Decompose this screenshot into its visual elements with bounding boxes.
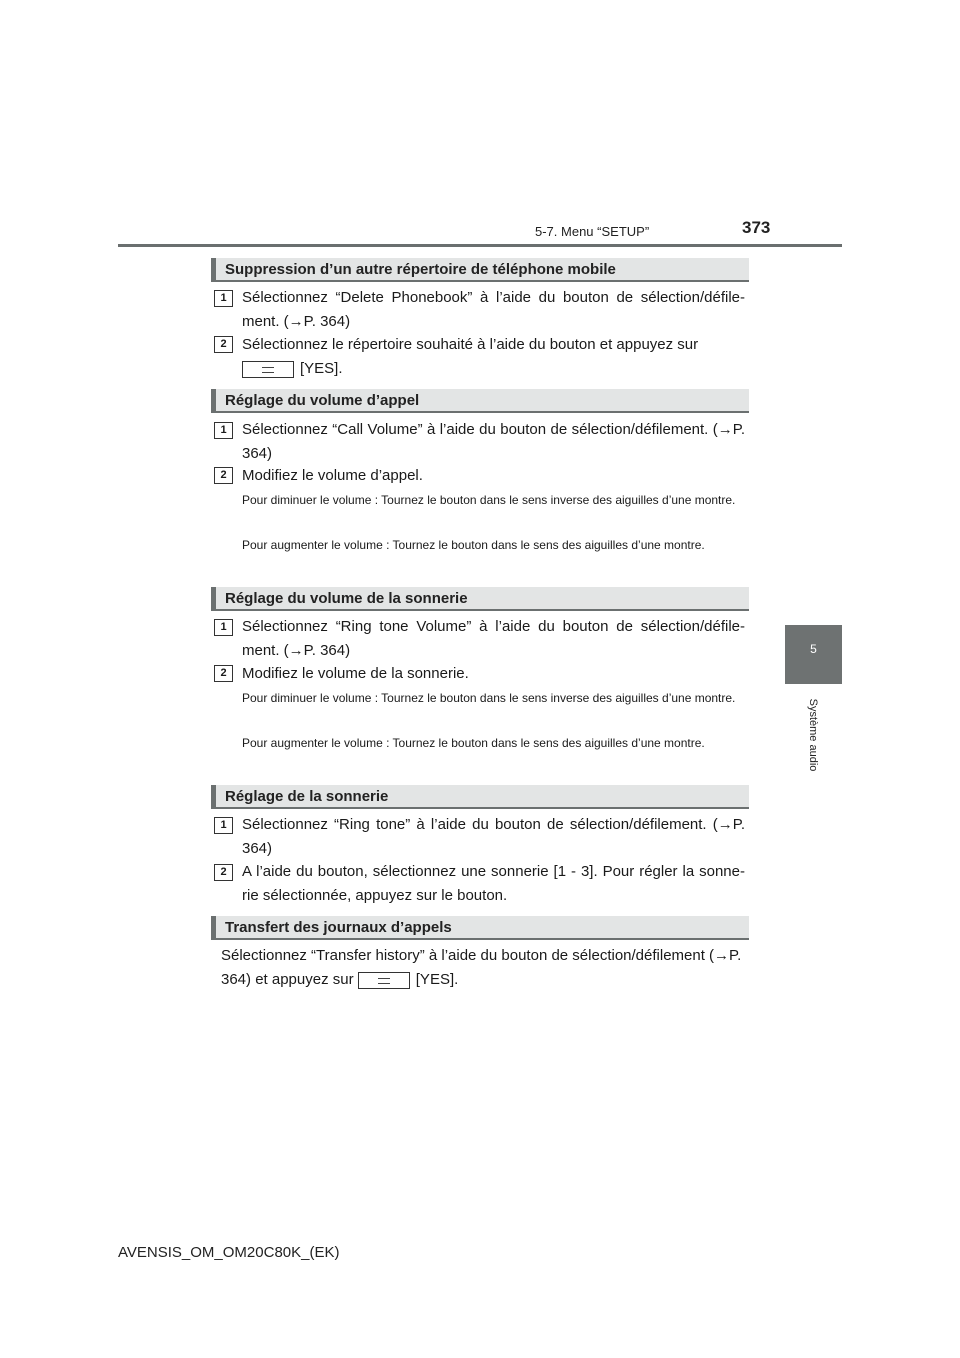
step-number: 2 <box>214 665 233 682</box>
header-divider <box>118 244 842 247</box>
note-text: Pour augmenter le volume : Tournez le bouton dans le sens des aiguilles d’une montre. <box>242 736 705 750</box>
step-text: Sélectionnez le répertoire souhaité à l’aide du bouton et appuyez sur [YES]. <box>242 336 699 377</box>
step-text: Sélectionnez “Ring tone Volume” à l’aide du bouton de sélection/défile-ment. (→P. 364) <box>242 618 745 659</box>
step-number: 2 <box>214 864 233 881</box>
step-number: 1 <box>214 619 233 636</box>
step-text: Sélectionnez “Delete Phonebook” à l’aide du bouton de sélection/défile-ment. (→P. 364) <box>242 289 745 330</box>
section-heading-transfer-history: Transfert des journaux d’appels <box>211 916 749 940</box>
step-number: 1 <box>214 290 233 307</box>
section-title: 5-7. Menu “SETUP” <box>535 224 650 239</box>
step-number: 2 <box>214 336 233 353</box>
page-number: 373 <box>742 218 771 237</box>
step-number: 2 <box>214 467 233 484</box>
note-text: Pour augmenter le volume : Tournez le bouton dans le sens des aiguilles d’une montre. <box>242 538 705 552</box>
step-text: Modifiez le volume de la sonnerie. <box>242 665 469 682</box>
document-id: AVENSIS_OM_OM20C80K_(EK) <box>118 1244 340 1261</box>
step-text: Modifiez le volume d’appel. <box>242 467 423 484</box>
step-number: 1 <box>214 422 233 439</box>
step-text: A l’aide du bouton, sélectionnez une sonnerie [1 - 3]. Pour régler la sonne-rie sélectionnée, appuyez sur le bouton. <box>242 863 745 904</box>
chapter-number: 5 <box>810 642 817 656</box>
button-icon <box>242 361 294 378</box>
step-number: 1 <box>214 817 233 834</box>
note-text: Pour diminuer le volume : Tournez le bouton dans le sens inverse des aiguilles d’une montre. <box>242 493 736 507</box>
note-text: Pour diminuer le volume : Tournez le bouton dans le sens inverse des aiguilles d’une montre. <box>242 691 736 705</box>
section-heading-delete-phonebook: Suppression d’un autre répertoire de téléphone mobile <box>211 258 749 282</box>
section-heading-ringtone: Réglage de la sonnerie <box>211 785 749 809</box>
section-heading-ringtone-volume: Réglage du volume de la sonnerie <box>211 587 749 611</box>
section-heading-call-volume: Réglage du volume d’appel <box>211 389 749 413</box>
chapter-tab <box>785 625 842 684</box>
step-text: Sélectionnez “Call Volume” à l’aide du bouton de sélection/défilement. (→P. 364) <box>242 421 745 462</box>
step-text: Sélectionnez “Ring tone” à l’aide du bouton de sélection/défilement. (→P. 364) <box>242 816 745 857</box>
button-icon <box>358 972 410 989</box>
chapter-label: Système audio <box>807 698 819 772</box>
transfer-paragraph: Sélectionnez “Transfer history” à l’aide du bouton de sélection/défilement (→P. 364) et appuyez sur [YES]. <box>221 947 742 988</box>
